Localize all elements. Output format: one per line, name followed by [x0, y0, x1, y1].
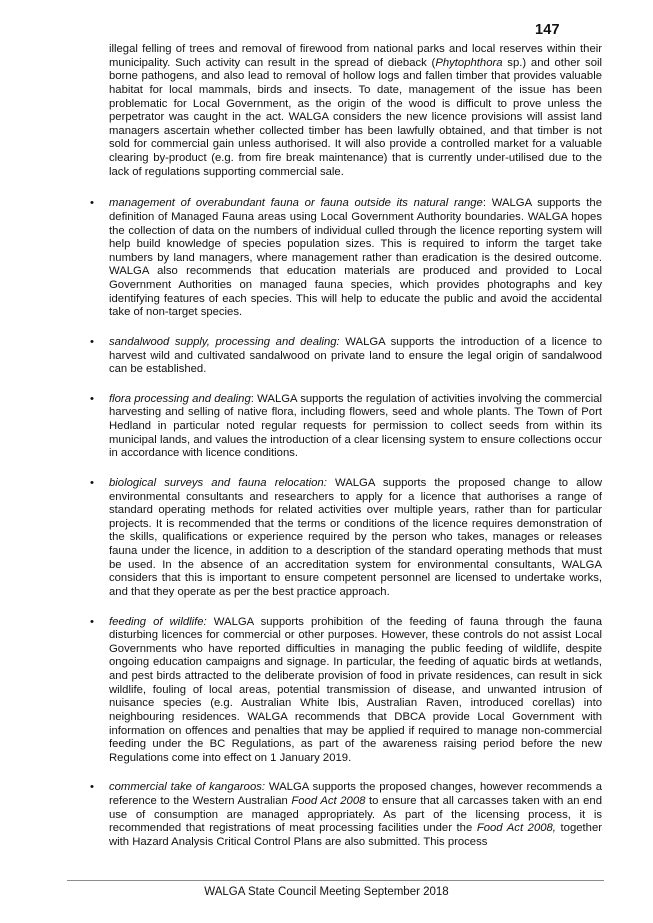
bullet-icon: •	[90, 476, 94, 489]
list-item	[90, 615, 602, 766]
page-footer: WALGA State Council Meeting September 2018	[204, 886, 449, 898]
intro-text-after: sp.) and other soil borne pathogens, and also lead to removal of hollow logs and fallen timber that provides valuable habitat for local mammals, birds and insects. To date, management of the issue has been problematic for Local Government, as the origin of the wood is difficult to prove unless the perpetrator was caught in the act. WALGA considers the new licence provisions will assist land managers ascertain whether collected timber has been lawfully obtained, and that timber is not sold for commercial gain unless authorised. It will also provide a controlled market for a valuable clearing by-product (e.g. from fire break maintenance) that is currently under-utilised due to the lack of regulations supporting commercial sale.	[109, 56, 603, 178]
bullet-paragraph	[109, 393, 602, 461]
bullet-paragraph	[109, 616, 602, 766]
bullet-icon: •	[90, 335, 94, 348]
list-item	[90, 197, 602, 320]
intro-text-before: illegal felling of trees and removal of firewood from national parks and local reserves within their municipality. Such activity can result in the spread of dieback (	[109, 43, 602, 69]
food-act-reference: Food Act 2008,	[476, 822, 556, 835]
footer-divider	[67, 880, 604, 881]
bullet-icon: •	[90, 615, 94, 628]
document-body	[90, 43, 603, 866]
bullet-paragraph	[109, 336, 602, 377]
bullet-lead: management of overabundant fauna or fauna outside its natural range	[109, 197, 483, 210]
list-item	[90, 335, 602, 377]
bullet-text: to ensure that all carcasses taken with an end use of consumption are managed appropriately. As part of the licensing process, it is recommended that registrations of meat processing facilities under the	[109, 795, 602, 835]
bullet-lead: feeding of wildlife:	[109, 615, 207, 628]
food-act-reference: Food Act 2008	[291, 795, 366, 807]
list-item	[90, 781, 602, 849]
bullet-text: : WALGA supports the definition of Managed Fauna areas using Local Government Authority boundaries. WALGA hopes the collection of data on the numbers of individual culled through the licence reporting system will help build knowledge of species population sizes. This is required to inform the target take numbers by land managers, where management rather than eradication is the desired outcome. WALGA also recommends that education materials are produced and provided to Local Government Authorities on managed fauna species, which provides photographs and key identifying features of each species. This will help to educate the public and avoid the accidental take of non-target species.	[109, 197, 602, 319]
bullet-lead: sandalwood supply, processing and dealing:	[109, 335, 340, 348]
bullet-text: WALGA supports prohibition of the feeding of fauna through the fauna disturbing licences for commercial or other purposes. However, these controls do not assist Local Governments who have reported difficulties in managing the public feeding of wildlife, despite ongoing education campaigns and signage. In particular, the feeding of aquatic birds at wetlands, and pest birds attracted to the deliberate provision of food in private residences, can result in sick wildlife, fouling of local areas, potential transmission of disease, and unwanted intrusion of nuisance species (e.g. Australian White Ibis, Australian Raven, introduced corellas) into neighbouring residences. WALGA recommends that DBCA provide Local Government with information on offences and penalties that may be applied if required to manage non-commercial feeding under the BC Regulations, as part of the awareness raising period before the new Regulations come into effect on 1 January 2019.	[109, 615, 602, 764]
bullet-lead: flora processing and dealing	[109, 392, 251, 405]
bullet-list	[90, 197, 602, 849]
intro-italic-term: Phytophthora	[435, 56, 503, 69]
page-number: 147	[535, 22, 560, 38]
bullet-lead: biological surveys and fauna relocation:	[109, 476, 327, 489]
bullet-lead: commercial take of kangaroos:	[109, 781, 266, 794]
bullet-text: WALGA supports the proposed changes, however recommends a reference to the Western Australian	[109, 781, 602, 807]
bullet-paragraph	[109, 477, 602, 600]
list-item	[90, 392, 602, 461]
bullet-icon: •	[90, 392, 94, 405]
list-item	[90, 476, 602, 600]
bullet-icon: •	[90, 781, 94, 794]
bullet-text: : WALGA supports the regulation of activities involving the commercial harvesting and selling of native flora, including flowers, seed and whole plants. The Town of Port Hedland in particular noted regular requests for permission to collect seeds from within its municipal lands, and values the introduction of a clear licensing system to ensure collections occur in accordance with licence conditions.	[109, 392, 602, 460]
bullet-icon: •	[90, 197, 94, 210]
bullet-text: together with Hazard Analysis Critical Control Plans are also submitted. This process	[109, 822, 602, 848]
bullet-paragraph	[109, 197, 602, 320]
bullet-text: WALGA supports the proposed change to allow environmental consultants and researchers to apply for a licence that authorises a range of standard operating methods for related activities over multiple years, rather than for particular projects. It is recommended that the terms or conditions of the licence requires demonstration of the skills, qualifications or experience required by the person who takes, manages or releases fauna under the licence, in addition to a description of the standard operating methods that must be used. In the absence of an accreditation system for environmental consultants, WALGA considers that this is important to ensure competent personnel are licensed to undertake works, and that they operate as per the best practice approach.	[109, 476, 602, 598]
bullet-paragraph	[109, 781, 602, 849]
intro-paragraph	[109, 43, 602, 179]
bullet-text: WALGA supports the introduction of a licence to harvest wild and cultivated sandalwood on private land to ensure the legal origin of sandalwood can be established.	[109, 335, 602, 376]
